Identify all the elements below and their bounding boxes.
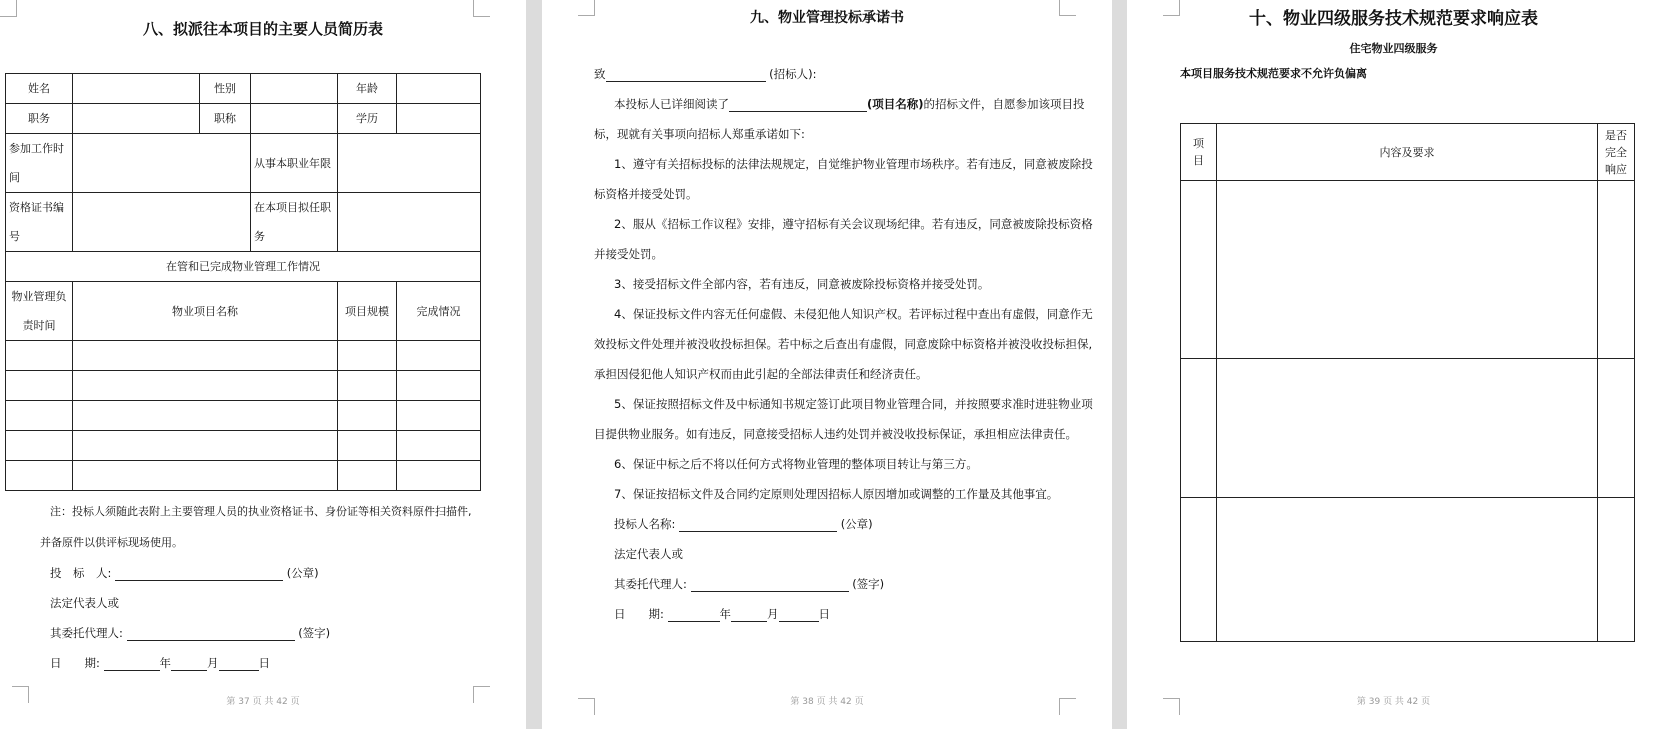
intro-line-1: 本投标人已详细阅读了 (项目名称)的招标文件，自愿参加该项目投	[614, 97, 1085, 111]
tenderer-blank[interactable]	[606, 68, 766, 82]
corner-mark	[0, 0, 17, 17]
response-table	[1180, 123, 1635, 642]
project-name-blank[interactable]	[729, 98, 867, 112]
note-line-2: 并备原件以供评标现场使用。	[40, 536, 183, 549]
col-project: 物业项目名称	[73, 282, 338, 341]
col-item: 项 目	[1181, 124, 1217, 181]
promise-line: 1、遵守有关招标投标的法律法规规定，自觉维护物业管理市场秩序。若有违反，同意被废除投	[614, 157, 1093, 171]
page-title: 八、拟派往本项目的主要人员简历表	[142, 20, 383, 38]
agent-line: 其委托代理人: (签字)	[50, 626, 331, 640]
day-blank[interactable]	[219, 657, 259, 671]
table-row	[1181, 181, 1635, 359]
work-start-label: 参加工作时 间	[6, 134, 73, 193]
bidder-name-line: 投标人名称: (公章)	[614, 517, 873, 531]
cert-label: 资格证书编 号	[6, 193, 73, 252]
year-blank[interactable]	[104, 657, 160, 671]
page-footer: 第 39 页 共 42 页	[1356, 697, 1431, 707]
proposed-label: 在本项目拟任职 务	[251, 193, 338, 252]
gender-cell[interactable]	[251, 74, 338, 104]
promise-line: 7、保证按招标文件及合同约定原则处理因招标人原因增加或调整的工作量及其他事宜。	[614, 487, 1059, 501]
col-scale: 项目规模	[338, 282, 397, 341]
corner-mark	[473, 0, 490, 17]
promise-line: 目提供物业服务。如有违反，同意接受招标人违约处罚并被没收投标保证，承担相应法律责任。	[594, 427, 1077, 441]
promise-line: 标资格并接受处罚。	[594, 187, 698, 201]
position-cell[interactable]	[73, 104, 200, 134]
page-footer: 第 38 页 共 42 页	[790, 697, 864, 707]
date-line: 日 期: 年 月 日	[614, 607, 831, 621]
page-title: 十、物业四级服务技术规范要求响应表	[1249, 9, 1538, 29]
promise-line: 4、保证投标文件内容无任何虚假、未侵犯他人知识产权。若评标过程中查出有虚假，同意作无	[614, 307, 1093, 321]
col-status: 完成情况	[397, 282, 481, 341]
age-cell[interactable]	[397, 74, 481, 104]
table-row	[6, 341, 481, 371]
legal-rep-label: 法定代表人或	[50, 596, 119, 610]
section-heading: 在管和已完成物业管理工作情况	[6, 252, 481, 282]
age-label: 年龄	[338, 74, 397, 104]
years-label: 从事本职业年限	[251, 134, 338, 193]
years-cell[interactable]	[338, 134, 481, 193]
col-time: 物业管理负 责时间	[6, 282, 73, 341]
work-start-cell[interactable]	[73, 134, 251, 193]
note-line-1: 注：投标人须随此表附上主要管理人员的执业资格证书、身份证等相关资料原件扫描件,	[50, 505, 472, 518]
date-line: 日 期: 年 月 日	[50, 656, 271, 670]
month-blank[interactable]	[731, 608, 767, 622]
resume-table	[5, 73, 481, 491]
promise-line: 承担因侵犯他人知识产权而由此引起的全部法律责任和经济责任。	[594, 367, 928, 381]
col-content: 内容及要求	[1217, 124, 1598, 181]
proposed-cell[interactable]	[338, 193, 481, 252]
promise-line: 并接受处罚。	[594, 247, 663, 261]
year-blank[interactable]	[668, 608, 720, 622]
name-cell[interactable]	[73, 74, 200, 104]
promise-line: 5、保证按照招标文件及中标通知书规定签订此项目物业管理合同，并按照要求准时进驻物业项	[614, 397, 1093, 411]
page-39	[1127, 0, 1660, 729]
bidder-line: 投 标 人: (公章)	[50, 566, 319, 580]
education-label: 学历	[338, 104, 397, 134]
gender-label: 性别	[200, 74, 251, 104]
table-row	[6, 371, 481, 401]
cert-cell[interactable]	[73, 193, 251, 252]
rank-cell[interactable]	[251, 104, 338, 134]
agent-blank[interactable]	[127, 627, 295, 641]
page-footer: 第 37 页 共 42 页	[226, 697, 300, 707]
table-row	[6, 461, 481, 491]
month-blank[interactable]	[171, 657, 207, 671]
intro-line-2: 标，现就有关事项向招标人郑重承诺如下:	[594, 127, 805, 141]
page-37	[0, 0, 526, 729]
day-blank[interactable]	[779, 608, 819, 622]
addressee-line: 致 (招标人):	[594, 67, 817, 81]
deviation-note: 本项目服务技术规范要求不允许负偏离	[1180, 67, 1367, 80]
table-row	[1181, 498, 1635, 642]
table-row	[6, 431, 481, 461]
promise-line: 效投标文件处理并被没收投标担保。若中标之后查出有虚假，同意废除中标资格并被没收投标担保,	[594, 337, 1093, 351]
table-row	[6, 401, 481, 431]
promise-line: 3、接受招标文件全部内容，若有违反，同意被废除投标资格并接受处罚。	[614, 277, 990, 291]
legal-rep-label: 法定代表人或	[614, 547, 683, 561]
bidder-blank[interactable]	[115, 567, 283, 581]
rank-label: 职称	[200, 104, 251, 134]
table-row	[1181, 359, 1635, 498]
education-cell[interactable]	[397, 104, 481, 134]
agent-line: 其委托代理人: (签字)	[614, 577, 885, 591]
name-label: 姓名	[6, 74, 73, 104]
promise-line: 6、保证中标之后不将以任何方式将物业管理的整体项目转让与第三方。	[614, 457, 978, 471]
page-subtitle: 住宅物业四级服务	[1349, 42, 1438, 55]
col-response: 是否 完全 响应	[1598, 124, 1635, 181]
page-title: 九、物业管理投标承诺书	[750, 10, 904, 26]
promise-line: 2、服从《招标工作议程》安排，遵守招标有关会议现场纪律。若有违反，同意被废除投标资格	[614, 217, 1093, 231]
page-38	[542, 0, 1112, 729]
agent-blank[interactable]	[691, 578, 849, 592]
position-label: 职务	[6, 104, 73, 134]
bidder-name-blank[interactable]	[679, 518, 837, 532]
